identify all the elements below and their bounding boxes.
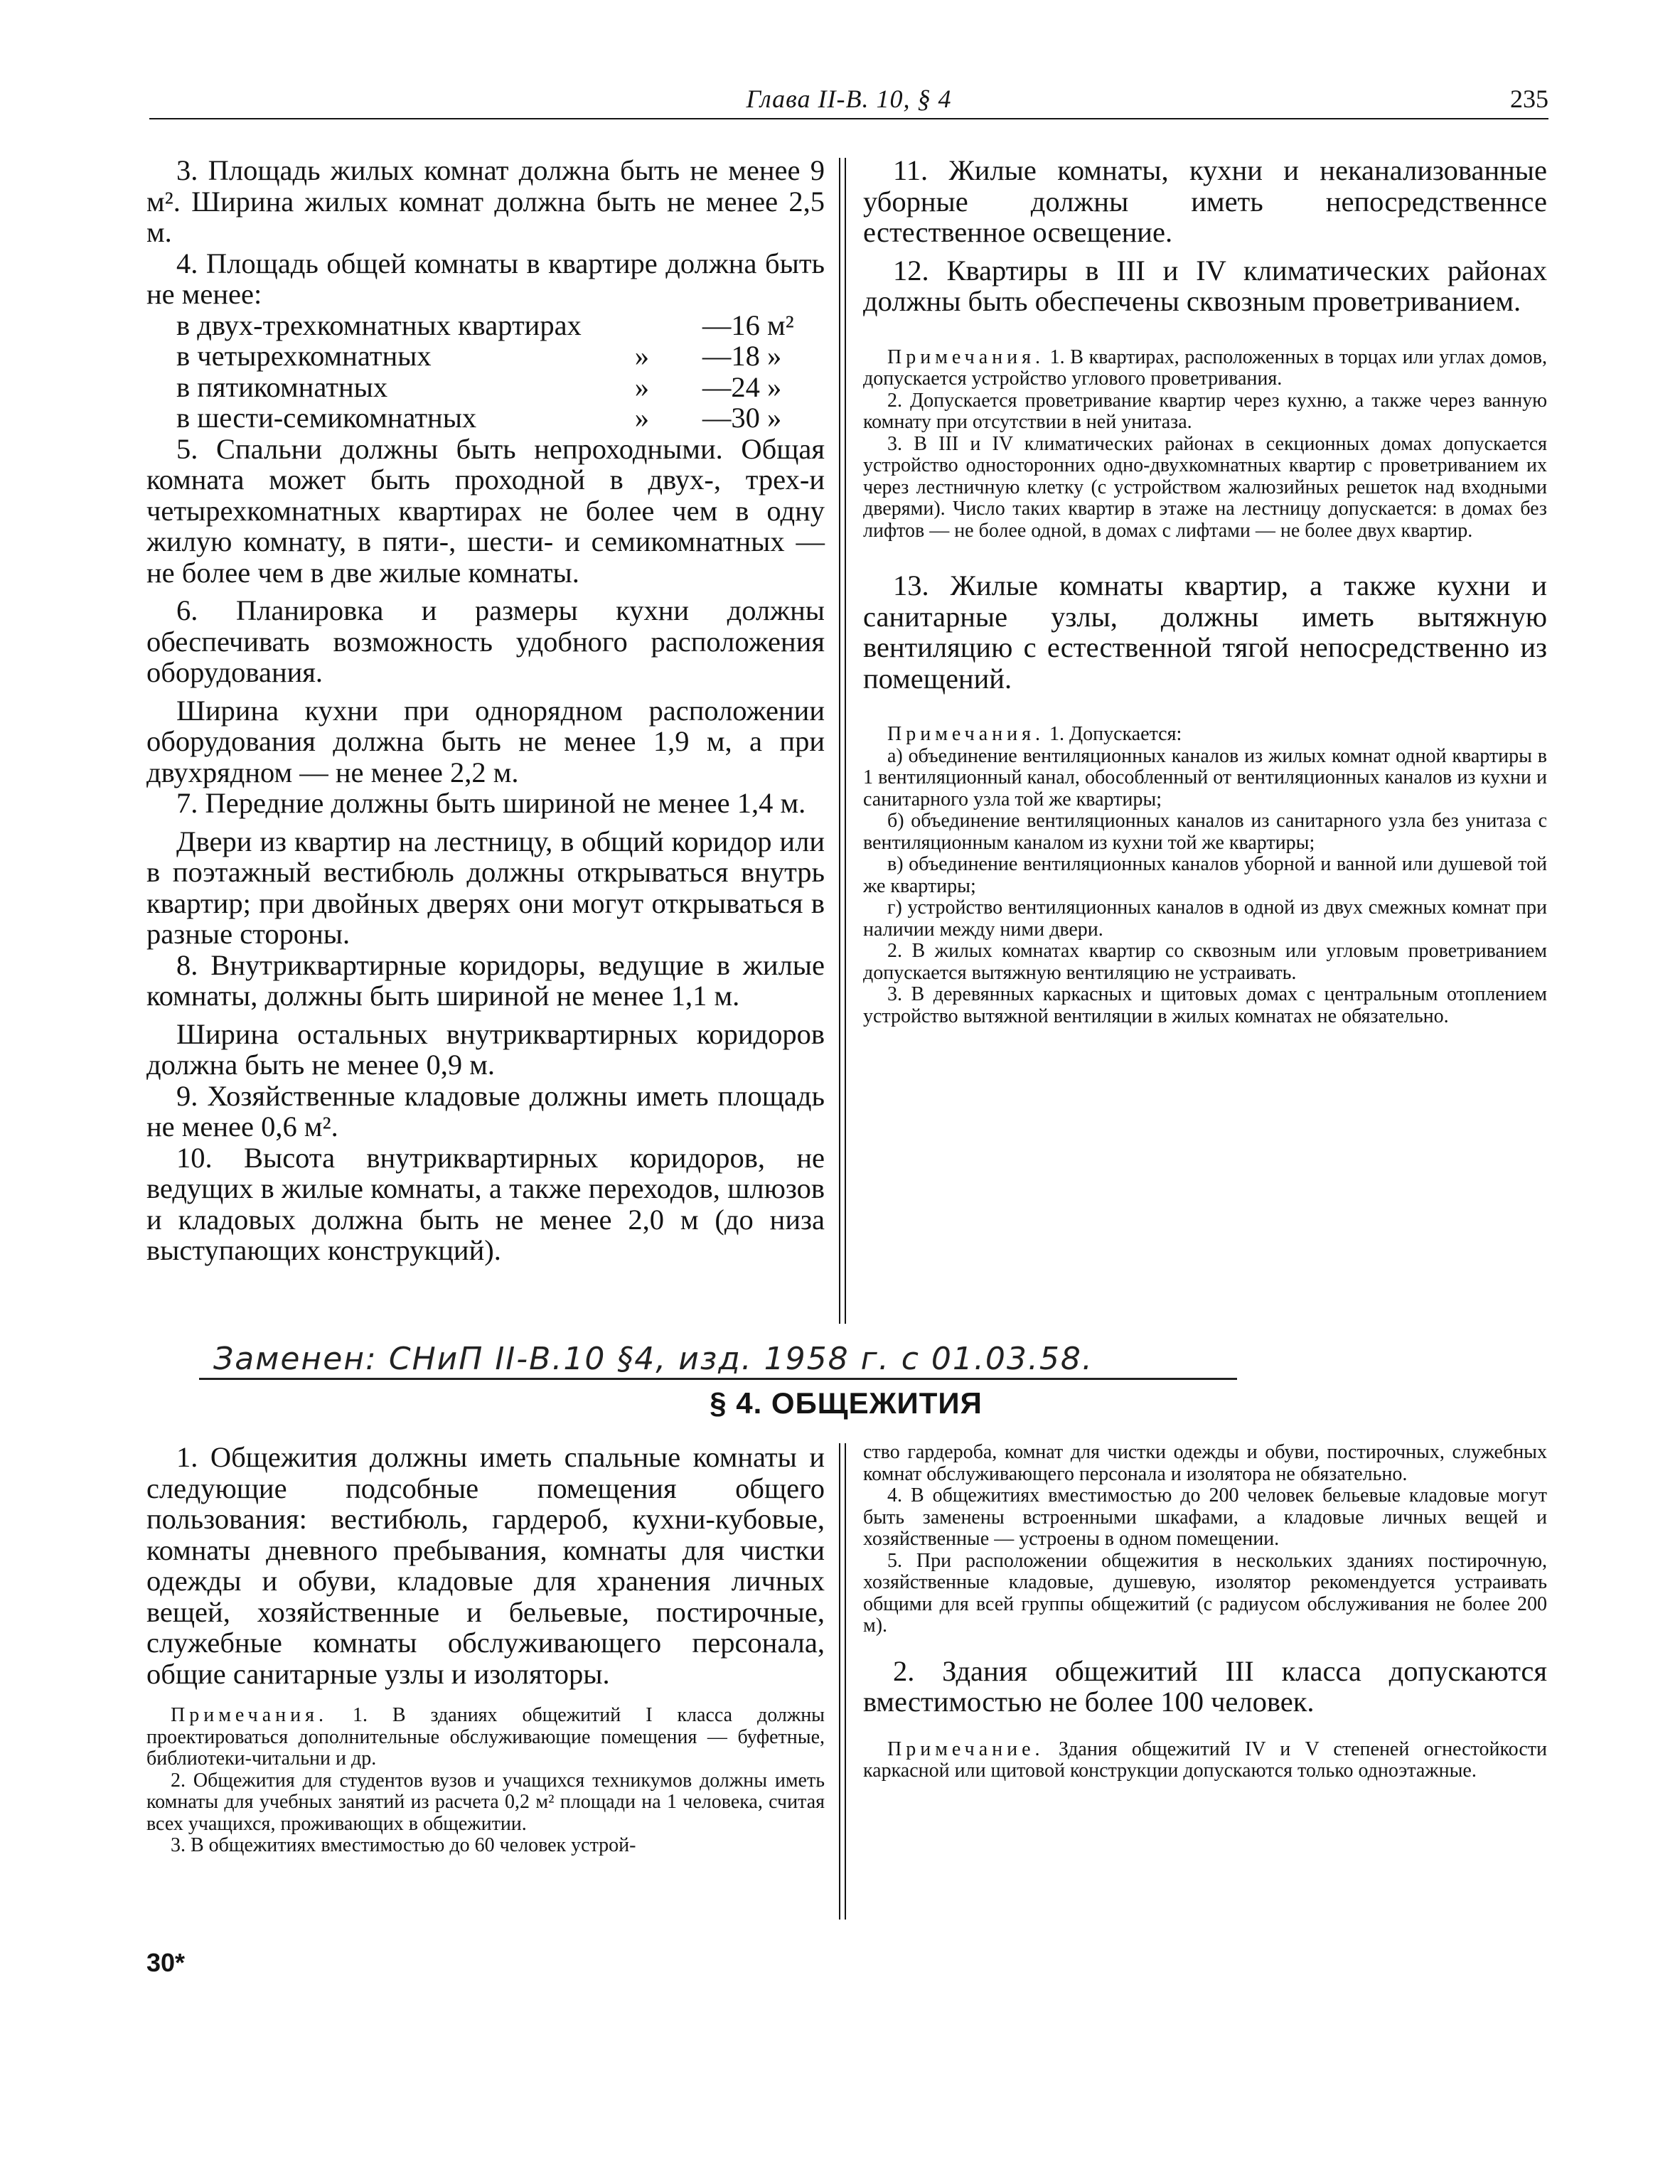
note-text: б) объединение вентиляционных каналов из санитарного узла без унитаза с вентиляционным каналом из кухни той же квартиры; (863, 810, 1547, 854)
paragraph: 13. Жилые комнаты квартир, а также кухни и санитарные узлы, должны иметь вытяжную вентиляцию с естественной тягой непосредственно из помещений. (863, 569, 1547, 695)
note-text: 5. При расположении общежития в нескольких зданиях постирочную, хозяйственные кладовые, душевую, изолятор рекомендуется устраивать общими для всей группы общежитий (с радиусом обслуживания не более 200 м). (863, 1549, 1547, 1637)
paragraph: 5. Спальни должны быть непроходными. Общая комната может быть проходной в двух-, трех-и четырехкомнатных квартирах не более чем в одну жилую комнату, в пяти-, шести- и семикомнатных — не более чем в две жилые комнаты. (146, 432, 825, 589)
note-text: ство гардероба, комнат для чистки одежды и обуви, постирочных, служебных комнат обслуживающего персонала и изолятора не обязательно. (863, 1441, 1547, 1485)
column-rule (839, 1443, 840, 1920)
area-label: в четырехкомнатных (176, 340, 432, 372)
paragraph: 7. Передние должны быть шириной не менее 1,4 м. (176, 787, 806, 819)
paragraph: Двери из квартир на лестницу, в общий коридор или в поэтажный вестибюль должны открываться внутрь квартир; при двойных дверях они могут открываться в разные стороны. (146, 825, 825, 950)
paragraph: 6. Планировка и размеры кухни должны обеспечивать возможность удобного расположения оборудования. (146, 594, 825, 688)
ditto-mark: » (634, 402, 649, 434)
column-rule (845, 1443, 846, 1920)
area-row (176, 402, 794, 434)
note-text: а) объединение вентиляционных каналов из жилых комнат одной квартиры в 1 вентиляционный канал, обособленный от вентиляционных каналов из кухни и санитарного узла той же квартиры; (863, 744, 1547, 810)
area-label: в двух-трехкомнатных квартирах (176, 309, 582, 341)
area-value: —24 » (702, 370, 782, 403)
column-rule (839, 158, 840, 1324)
ditto-mark: » (634, 340, 649, 372)
ditto-mark: » (634, 370, 649, 403)
note-text: Здания общежитий IV и V степеней огнестойкости каркасной или щитовой конструкции допускаются только одноэтажные. (863, 1738, 1547, 1782)
paragraph: 4. Площадь общей комнаты в квартире должна быть не менее: (146, 247, 825, 310)
note-text: 3. В III и IV климатических районах в секционных домах допускается устройство односторонних одно-двухкомнатных квартир с проветриванием их через лестничную клетку (с устройством жалюзийных решеток над входными дверями). Число таких квартир в этаже на лестницу допускается: в домах без лифтов — не более одной, в домах с лифтами — не более двух квартир. (863, 432, 1547, 542)
notes-label: Примечания. (887, 346, 1045, 368)
note-text: 1. В квартирах, расположенных в торцах или углах домов, допускается устройство углового проветривания. (863, 346, 1547, 390)
area-label: в шести-семикомнатных (176, 402, 477, 434)
notes-block (863, 1739, 1547, 1782)
ditto-mark (582, 310, 702, 341)
area-value: —16 м² (702, 309, 794, 341)
paragraph: 9. Хозяйственные кладовые должны иметь площадь не менее 0,6 м². (146, 1079, 825, 1142)
right-column-lower (863, 1442, 1547, 1782)
paragraph: 11. Жилые комнаты, кухни и неканализованные уборные должны иметь непосредственнсе естественное освещение. (863, 154, 1547, 248)
notes-block (146, 1705, 825, 1857)
note-text: 3. В общежитиях вместимостью до 60 человек устрой- (171, 1834, 636, 1856)
notes-block (863, 1442, 1547, 1637)
area-row (176, 372, 794, 403)
note-text: в) объединение вентиляционных каналов уборной и ванной или душевой той же квартиры; (863, 853, 1547, 897)
paragraph: Ширина кухни при однорядном расположении оборудования должна быть не менее 1,9 м, а при двухрядном — не менее 2,2 м. (146, 694, 825, 788)
note-text: 3. В деревянных каркасных и щитовых домах с центральным отоплением устройство вытяжной вентиляции в жилых комнатах не обязательно. (863, 983, 1547, 1027)
area-value: —18 » (702, 340, 782, 372)
paragraph: 12. Квартиры в III и IV климатических районах должны быть обеспечены сквозным проветриванием. (863, 254, 1547, 317)
notes-label: Примечания. (171, 1704, 328, 1726)
note-text: г) устройство вентиляционных каналов в одной из двух смежных комнат при наличии между ними двери. (863, 896, 1547, 941)
area-row (176, 310, 794, 341)
section-title: § 4. ОБЩЕЖИТИЯ (710, 1386, 983, 1420)
paragraph: 8. Внутриквартирные коридоры, ведущие в жилые комнаты, должны быть шириной не менее 1,1 м. (146, 948, 825, 1012)
right-column-upper (863, 155, 1547, 1027)
note-text: 2. Допускается проветривание квартир через кухню, а также через ванную комнату при отсутствии в ней унитаза. (863, 389, 1547, 433)
handwritten-annotation: Заменен: СНиП II-В.10 §4, изд. 1958 г. с 01.03.58. (213, 1341, 1093, 1377)
paragraph: 2. Здания общежитий III класса допускаются вместимостью не более 100 человек. (863, 1654, 1547, 1718)
note-text: 2. В жилых комнатах квартир со сквозным или угловым проветриванием допускается вытяжную вентиляцию не устраивать. (863, 940, 1547, 984)
page-number: 235 (1510, 85, 1548, 113)
paragraph: 10. Высота внутриквартирных коридоров, не ведущих в жилые комнаты, а также переходов, шлюзов и кладовых должна быть не менее 2,0 м (до низа выступающих конструкций). (146, 1141, 825, 1266)
note-text: 1. Допускается: (1044, 723, 1182, 745)
running-header (149, 84, 1548, 121)
signature-mark: 30* (146, 1948, 186, 1977)
chapter-title: Глава II-В. 10, § 4 (746, 85, 952, 113)
paragraph: 3. Площадь жилых комнат должна быть не менее 9 м². Ширина жилых комнат должна быть не менее 2,5 м. (146, 154, 825, 248)
area-value: —30 » (702, 402, 782, 434)
area-table (176, 310, 794, 434)
header-rule (149, 118, 1548, 119)
left-column-upper (146, 155, 825, 1266)
note-label: Примечание. (887, 1738, 1044, 1760)
note-text: 1. В зданиях общежитий I класса должны проектироваться дополнительные обслуживающие помещения — буфетные, библиотеки-читальни и др. (146, 1704, 825, 1770)
note-text: 4. В общежитиях вместимостью до 200 человек бельевые кладовые могут быть заменены встроенными шкафами, а кладовые личных вещей и хозяйственные — устроены в одном помещении. (863, 1484, 1547, 1550)
annotation-underline (199, 1378, 1237, 1380)
paragraph: Ширина остальных внутриквартирных коридоров должна быть не менее 0,9 м. (146, 1017, 825, 1081)
area-label: в пятикомнатных (176, 370, 388, 403)
left-column-lower (146, 1442, 825, 1857)
notes-label: Примечания. (887, 723, 1045, 745)
column-rule (845, 158, 846, 1324)
note-text: 2. Общежития для студентов вузов и учащихся техникумов должны иметь комнаты для учебных занятий из расчета 0,2 м² площади на 1 человека, считая всех учащихся, проживающих в общежитии. (146, 1769, 825, 1835)
paragraph: 1. Общежития должны иметь спальные комнаты и следующие подсобные помещения общего пользования: вестибюль, гардероб, кухни-кубовые, комнаты дневного пребывания, комнаты для чистки одежды и обуви, кладовые для хранения личных вещей, хозяйственные и бельевые, постирочные, служебные комнаты обслуживающего персонала, общие санитарные узлы и изоляторы. (146, 1441, 825, 1690)
notes-block (863, 724, 1547, 1027)
notes-block (863, 347, 1547, 542)
area-row (176, 341, 794, 372)
